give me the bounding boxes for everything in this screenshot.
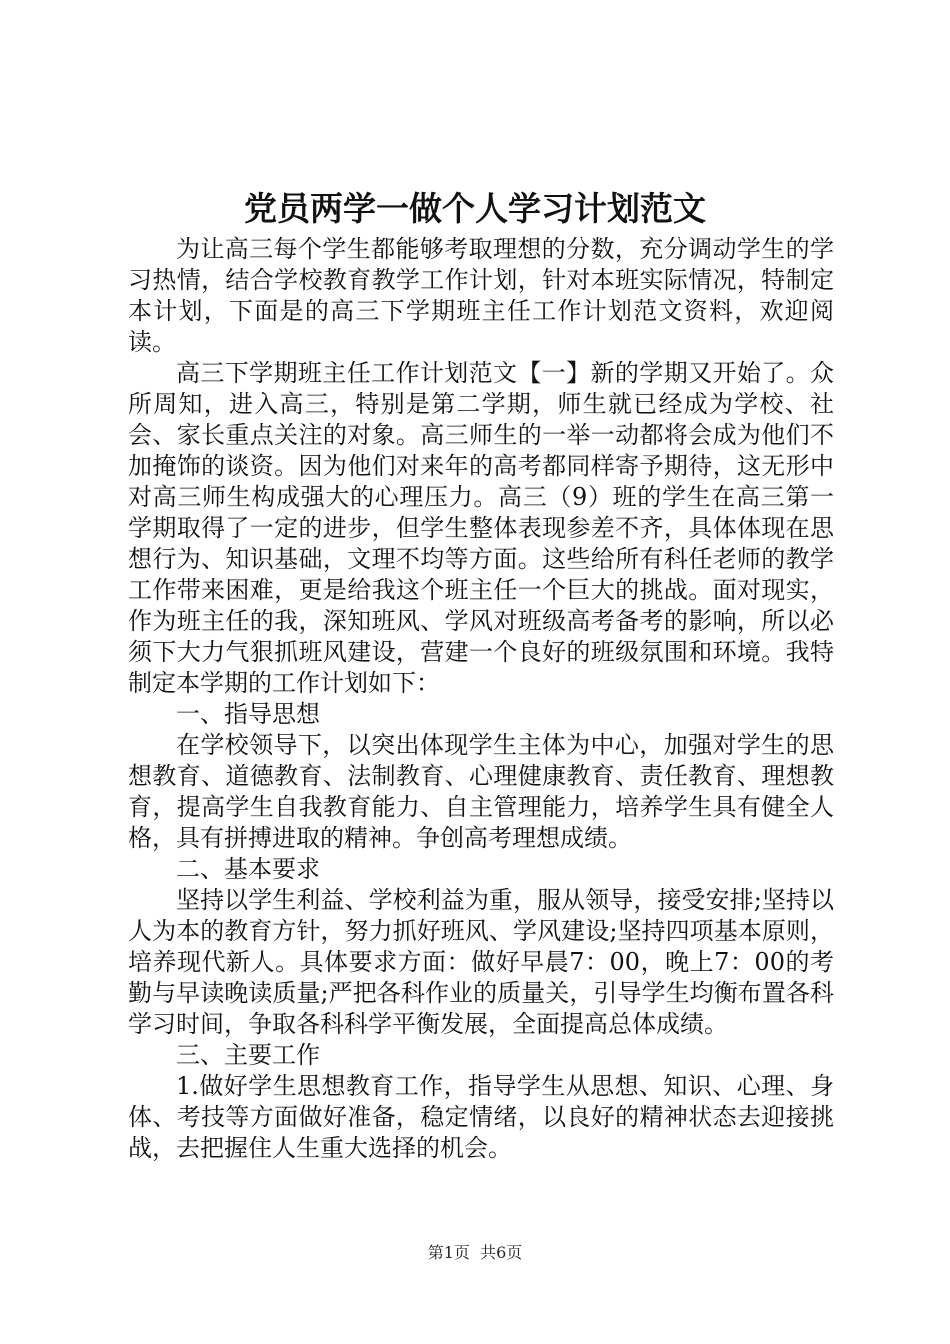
page-footer xyxy=(0,1242,950,1264)
document-body xyxy=(128,234,834,1164)
document-title: 党员两学一做个人学习计划范文 xyxy=(244,189,706,228)
paragraph-main-work-1: 1.做好学生思想教育工作，指导学生从思想、知识、心理、身体、考技等方面做好准备，稳定情绪，以良好的精神状态去迎接挑战，去把握住人生重大选择的机会。 xyxy=(128,1072,834,1162)
section-heading-main-work: 三、主要工作 xyxy=(176,1041,320,1069)
paragraph-guiding-thought: 在学校领导下，以突出体现学生主体为中心，加强对学生的思想教育、道德教育、法制教育、心理健康教育、责任教育、理想教育，提高学生自我教育能力、自主管理能力，培养学生具有健全人格，具有拼搏进取的精神。争创高考理想成绩。 xyxy=(128,731,834,852)
paragraph-basic-requirements: 坚持以学生利益、学校利益为重，服从领导，接受安排;坚持以人为本的教育方针，努力抓好班风、学风建设;坚持四项基本原则，培养现代新人。具体要求方面：做好早晨7：00，晚上7：00的考勤与早读晚读质量;严把各科作业的质量关，引导学生均衡布置各科学习时间，争取各科科学平衡发展，全面提高总体成绩。 xyxy=(128,886,834,1038)
page-number-label: 第1页 共6页 xyxy=(427,1243,523,1262)
paragraph-intro: 为让高三每个学生都能够考取理想的分数，充分调动学生的学习热情，结合学校教育教学工作计划，针对本班实际情况，特制定本计划，下面是的高三下学期班主任工作计划范文资料，欢迎阅读。 xyxy=(128,235,834,356)
paragraph-plan-one: 高三下学期班主任工作计划范文【一】新的学期又开始了。众所周知，进入高三，特别是第二学期，师生就已经成为学校、社会、家长重点关注的对象。高三师生的一举一动都将会成为他们不加掩饰的谈资。因为他们对来年的高考都同样寄予期待，这无形中对高三师生构成强大的心理压力。高三（9）班的学生在高三第一学期取得了一定的进步，但学生整体表现参差不齐，具体体现在思想行为、知识基础，文理不均等方面。这些给所有科任老师的教学工作带来困难，更是给我这个班主任一个巨大的挑战。面对现实，作为班主任的我，深知班风、学风对班级高考备考的影响，所以必须下大力气狠抓班风建设，营建一个良好的班级氛围和环境。我特制定本学期的工作计划如下： xyxy=(128,359,834,697)
section-heading-basic-requirements: 二、基本要求 xyxy=(176,855,320,883)
section-heading-guiding-thought: 一、指导思想 xyxy=(176,700,320,728)
